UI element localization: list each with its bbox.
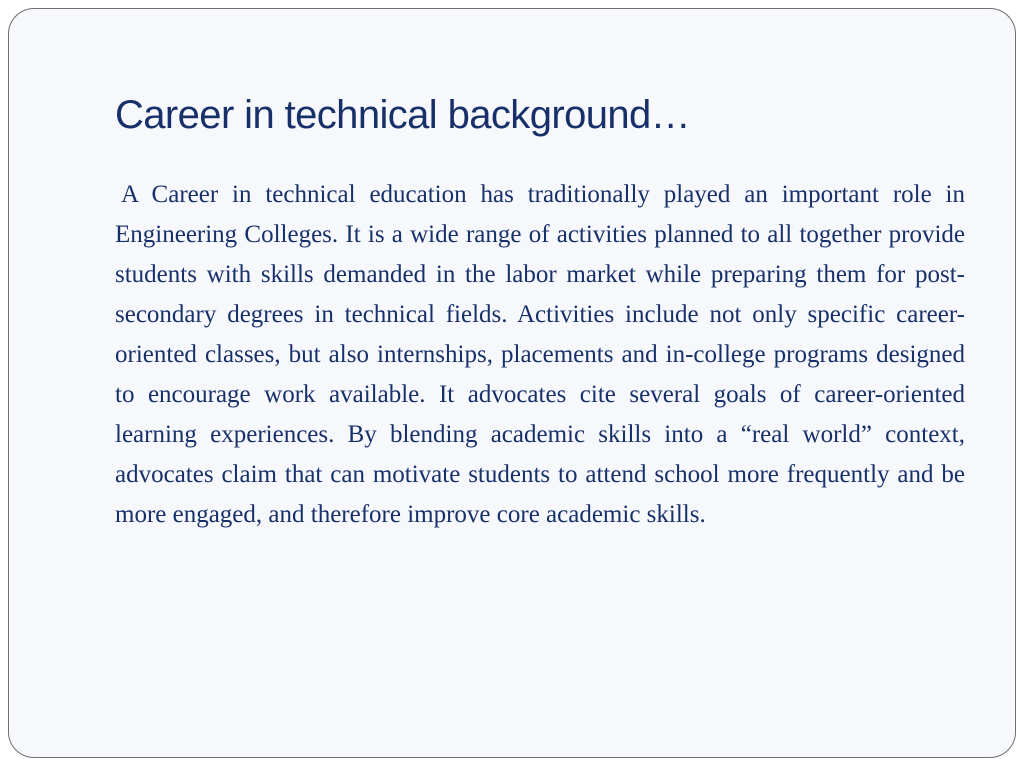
slide-title: Career in technical background… (115, 93, 691, 137)
slide-frame (8, 8, 1016, 758)
slide-body-paragraph: A Career in technical education has traditionally played an important role in Engineering Colleges. It is a wide range of activities planned to all together provide students with skills demanded in the labor market while preparing them for post-secondary degrees in technical fields. Activities include not only specific career-oriented classes, but also internships, placements and in-college programs designed to encourage work available. It advocates cite several goals of career-oriented learning experiences. By blending academic skills into a “real world” context, advocates claim that can motivate students to attend school more frequently and be more engaged, and therefore improve core academic skills. (115, 181, 965, 528)
